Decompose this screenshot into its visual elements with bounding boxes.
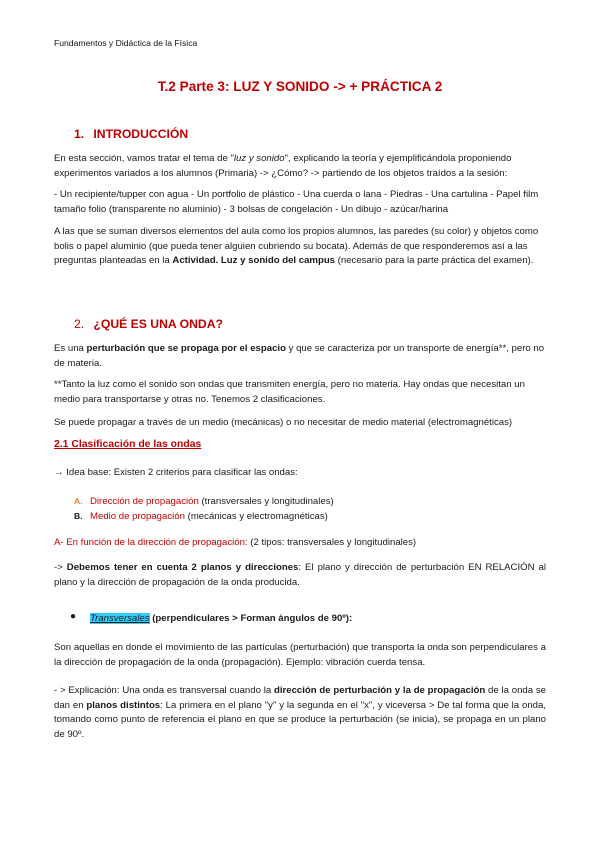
- bullet-icon: ●: [70, 611, 77, 622]
- materials-list: - Un recipiente/tupper con agua - Un portfolio de plástico - Una cuerda o lana - Piedras - Una cartulina - Papel film tamaño folio (transparente no aluminio) - 3 bolsas de congelación - Un dibujo - azúcar/harina: [54, 189, 539, 215]
- section-2-title: ¿QUÉ ES UNA ONDA?: [93, 317, 223, 331]
- document-title: T.2 Parte 3: LUZ Y SONIDO -> + PRÁCTICA 2: [157, 79, 443, 94]
- criterion-a: [74, 494, 334, 509]
- section-1-heading: [74, 127, 188, 141]
- running-header: Fundamentos y Didáctica de la Física: [54, 38, 198, 48]
- subsection-2-1-title: 2.1 Clasificación de las ondas: [54, 439, 202, 450]
- planes-paragraph: [54, 561, 546, 590]
- direction-heading: [54, 536, 546, 551]
- criterion-a-rest: (transversales y longitudinales): [198, 496, 334, 507]
- section-1-title: INTRODUCCIÓN: [93, 127, 189, 141]
- intro-p3-text: A las que se suman diversos elementos del aula como los propios alumnos, las paredes (su color) y objetos como bolis o papel aluminio (que pueda tener alguien cubriendo su bocata). Además de que responderemos así a las preguntas planteadas en la: [54, 226, 539, 267]
- intro-paragraph-1: [54, 152, 546, 181]
- exp-text-3: : La primera en el plano "y" y la segunda en el "x", y viceversa > De tal forma que la onda, tomando como punto de referencia el plano en que se produce la perturbación (se inicia), se propaga en un plano de 90º.: [54, 699, 546, 740]
- criterion-b-marker: B.: [74, 511, 83, 521]
- idea-base: → Idea base: Existen 2 criterios para clasificar las ondas:: [54, 467, 298, 478]
- section-2-number: 2.: [74, 317, 85, 331]
- criterion-a-marker: A.: [74, 496, 83, 506]
- section-2-heading: [74, 317, 223, 331]
- intro-text-cont: ", explicando la teoría y ejemplificándola proponiendo experimentos variados a los alumnos (Primaria) -> ¿Cómo? -> partiendo de los objetos traídos a la sesión:: [54, 153, 512, 179]
- explanation-paragraph: [54, 684, 546, 742]
- wave-definition: [54, 342, 546, 371]
- criterion-a-label: Dirección de propagación: [90, 496, 199, 507]
- def-text: Es una: [54, 343, 87, 354]
- planes-arrow: ->: [54, 562, 67, 573]
- intro-text: En esta sección, vamos tratar el tema de ": [54, 153, 234, 164]
- def-tail: y que se caracteriza por un transporte de energía**, pero no de materia.: [54, 343, 545, 369]
- transversal-label: Transversales: [90, 613, 150, 624]
- intro-topic: luz y sonido: [233, 153, 285, 164]
- intro-paragraph-3: [54, 225, 546, 269]
- exp-bold-2: planos distintos: [86, 699, 161, 711]
- transversal-desc: (perpendiculares > Forman ángulos de 90º):: [149, 613, 353, 624]
- criterion-b: [74, 509, 328, 524]
- def-bold: perturbación que se propaga por el espacio: [86, 343, 286, 354]
- intro-p3-tail: (necesario para la parte práctica del examen).: [335, 255, 534, 267]
- criterion-b-label: Medio de propagación: [90, 511, 185, 522]
- section-1-number: 1.: [74, 127, 85, 141]
- exp-text: - > Explicación: Una onda es transversal cuando la: [54, 685, 274, 696]
- criterion-b-rest: (mecánicas y electromagnéticas): [184, 511, 328, 522]
- wave-note: **Tanto la luz como el sonido son ondas que transmiten energía, pero no materia. Hay ondas que necesitan un medio para transportarse y otras no. Tenemos 2 clasificaciones.: [54, 379, 525, 405]
- direction-heading-rest: (2 tipos: transversales y longitudinales): [247, 537, 417, 548]
- direction-heading-red: A- En función de la dirección de propagación:: [54, 537, 248, 548]
- wave-media: Se puede propagar a través de un medio (mecánicas) o no necesitar de medio material (electromagnéticas): [54, 417, 513, 428]
- planes-bold: Debemos tener en cuenta 2 planos y direcciones: [66, 562, 299, 573]
- transversal-paragraph: Son aquellas en donde el movimiento de las partículas (perturbación) que transporta la onda son perpendiculares a la dirección de propagación de la onda (propagación). Ejemplo: vibración cuerda tensa.: [54, 642, 546, 668]
- transversal-heading: [90, 612, 540, 627]
- planes-text: : El plano y dirección de perturbación EN RELACIÓN al plano y la dirección de propagación de la onda producida.: [54, 562, 546, 588]
- exp-text-2: de la onda se dan en: [54, 685, 546, 711]
- exp-bold-1: dirección de perturbación y la de propagación: [273, 685, 486, 696]
- activity-name: Actividad. Luz y sonido del campus: [172, 255, 336, 267]
